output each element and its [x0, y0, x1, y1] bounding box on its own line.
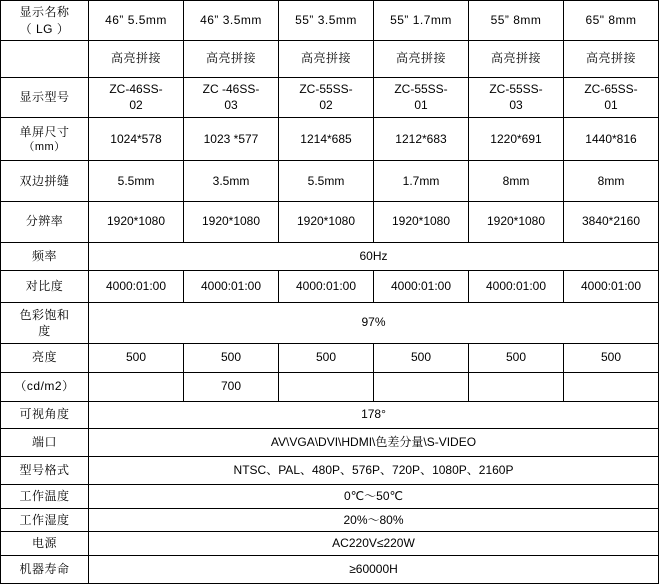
cell-viewing-angle-value: 178° — [89, 401, 659, 429]
row-label-line1: 色彩饱和 — [19, 307, 70, 322]
cell-contrast-6: 4000:01:00 — [564, 270, 659, 302]
cell-resolution-1: 1920*1080 — [89, 202, 184, 243]
cell-model-5-line2: 03 — [509, 98, 523, 113]
row-label-resolution: 分辨率 — [1, 202, 89, 243]
cell-resolution-4: 1920*1080 — [374, 202, 469, 243]
cell-resolution-6: 3840*2160 — [564, 202, 659, 243]
cell-bezel-5: 8mm — [469, 161, 564, 202]
cell-resolution-2: 1920*1080 — [184, 202, 279, 243]
cell-ports-value: AV\VGA\DVI\HDMI\色差分量\S-VIDEO — [89, 429, 659, 457]
row-label-bezel: 双边拼缝 — [1, 161, 89, 202]
table-row — [1, 485, 659, 509]
cell-brightness-1: 500 — [89, 343, 184, 372]
row-label-line1: 显示名称 — [19, 5, 70, 20]
cell-highlight-3: 高亮拼接 — [279, 41, 374, 77]
cell-format-value: NTSC、PAL、480P、576P、720P、1080P、2160P — [89, 457, 659, 485]
cell-bezel-4: 1.7mm — [374, 161, 469, 202]
cell-model-4-line2: 01 — [414, 98, 428, 113]
column-header-1: 46” 5.5mm — [89, 1, 184, 41]
cell-brightness2-2: 700 — [184, 372, 279, 401]
table-row — [1, 302, 659, 343]
cell-size-5: 1220*691 — [469, 118, 564, 161]
table-row — [1, 202, 659, 243]
cell-brightness-3: 500 — [279, 343, 374, 372]
cell-brightness-6: 500 — [564, 343, 659, 372]
cell-highlight-4: 高亮拼接 — [374, 41, 469, 77]
table-row — [1, 242, 659, 270]
cell-frequency-value: 60Hz — [89, 242, 659, 270]
row-label-contrast: 对比度 — [1, 270, 89, 302]
cell-brightness2-4 — [374, 372, 469, 401]
cell-contrast-4: 4000:01:00 — [374, 270, 469, 302]
table-row — [1, 457, 659, 485]
table-row — [1, 77, 659, 118]
row-label-unit-text: （cd/m2） — [14, 379, 75, 394]
cell-operating-humidity-value: 20%～80% — [89, 508, 659, 532]
cell-contrast-5: 4000:01:00 — [469, 270, 564, 302]
table-row — [1, 270, 659, 302]
column-header-6: 65" 8mm — [564, 1, 659, 41]
cell-size-1: 1024*578 — [89, 118, 184, 161]
column-header-5: 55” 8mm — [469, 1, 564, 41]
cell-model-6 — [564, 77, 659, 118]
cell-resolution-3: 1920*1080 — [279, 202, 374, 243]
row-label-ports: 端口 — [1, 429, 89, 457]
cell-power-value: AC220V≤220W — [89, 532, 659, 556]
cell-brightness-5: 500 — [469, 343, 564, 372]
cell-size-4: 1212*683 — [374, 118, 469, 161]
cell-model-5-line1: ZC-55SS- — [489, 82, 543, 97]
column-header-3: 55” 3.5mm — [279, 1, 374, 41]
cell-brightness2-1 — [89, 372, 184, 401]
column-header-4: 55” 1.7mm — [374, 1, 469, 41]
cell-model-5 — [469, 77, 564, 118]
table-row — [1, 161, 659, 202]
cell-model-6-line1: ZC-65SS- — [584, 82, 638, 97]
row-label-line1: 单屏尺寸 — [19, 124, 70, 139]
cell-brightness-2: 500 — [184, 343, 279, 372]
cell-brightness2-3 — [279, 372, 374, 401]
table-row — [1, 401, 659, 429]
cell-model-3-line2: 02 — [319, 98, 333, 113]
table-row — [1, 429, 659, 457]
table-row — [1, 556, 659, 584]
cell-brightness2-6 — [564, 372, 659, 401]
cell-contrast-3: 4000:01:00 — [279, 270, 374, 302]
row-label-power: 电源 — [1, 532, 89, 556]
cell-model-3-line1: ZC-55SS- — [299, 82, 353, 97]
cell-model-2-line2: 03 — [224, 98, 238, 113]
row-label-lifetime: 机器寿命 — [1, 556, 89, 584]
cell-operating-temperature-value: 0℃～50℃ — [89, 485, 659, 509]
row-label-line2: 度 — [38, 323, 51, 338]
cell-size-2: 1023 *577 — [184, 118, 279, 161]
row-label-viewing-angle: 可视角度 — [1, 401, 89, 429]
cell-model-4 — [374, 77, 469, 118]
cell-model-2-line1: ZC -46SS- — [202, 82, 260, 97]
cell-model-3 — [279, 77, 374, 118]
cell-highlight-2: 高亮拼接 — [184, 41, 279, 77]
cell-saturation-value: 97% — [89, 302, 659, 343]
table-row — [1, 508, 659, 532]
cell-bezel-1: 5.5mm — [89, 161, 184, 202]
cell-size-6: 1440*816 — [564, 118, 659, 161]
row-label-format: 型号格式 — [1, 457, 89, 485]
cell-highlight-5: 高亮拼接 — [469, 41, 564, 77]
row-label-brightness-unit — [1, 372, 89, 401]
cell-bezel-2: 3.5mm — [184, 161, 279, 202]
cell-model-1-line1: ZC-46SS- — [109, 82, 163, 97]
cell-contrast-1: 4000:01:00 — [89, 270, 184, 302]
row-label-model: 显示型号 — [1, 77, 89, 118]
cell-size-3: 1214*685 — [279, 118, 374, 161]
row-label-blank — [1, 41, 89, 77]
cell-model-1 — [89, 77, 184, 118]
row-label-saturation — [1, 302, 89, 343]
table-row — [1, 1, 659, 41]
row-label-operating-temperature: 工作温度 — [1, 485, 89, 509]
column-header-2: 46” 3.5mm — [184, 1, 279, 41]
cell-highlight-6: 高亮拼接 — [564, 41, 659, 77]
table-row — [1, 372, 659, 401]
cell-model-2 — [184, 77, 279, 118]
cell-brightness-4: 500 — [374, 343, 469, 372]
cell-model-1-line2: 02 — [129, 98, 143, 113]
row-label-panel-size — [1, 118, 89, 161]
table-row — [1, 343, 659, 372]
row-label-frequency: 频率 — [1, 242, 89, 270]
row-label-display-name — [1, 1, 89, 41]
row-label-brightness: 亮度 — [1, 343, 89, 372]
row-label-operating-humidity: 工作湿度 — [1, 508, 89, 532]
table-row — [1, 532, 659, 556]
row-label-line2: （ LG ） — [19, 21, 70, 36]
table-row — [1, 118, 659, 161]
cell-bezel-3: 5.5mm — [279, 161, 374, 202]
table-row — [1, 41, 659, 77]
row-label-line2: （mm） — [23, 140, 66, 153]
cell-model-4-line1: ZC-55SS- — [394, 82, 448, 97]
cell-lifetime-value: ≥60000H — [89, 556, 659, 584]
cell-brightness2-5 — [469, 372, 564, 401]
cell-highlight-1: 高亮拼接 — [89, 41, 184, 77]
cell-contrast-2: 4000:01:00 — [184, 270, 279, 302]
cell-bezel-6: 8mm — [564, 161, 659, 202]
cell-resolution-5: 1920*1080 — [469, 202, 564, 243]
cell-model-6-line2: 01 — [604, 98, 618, 113]
